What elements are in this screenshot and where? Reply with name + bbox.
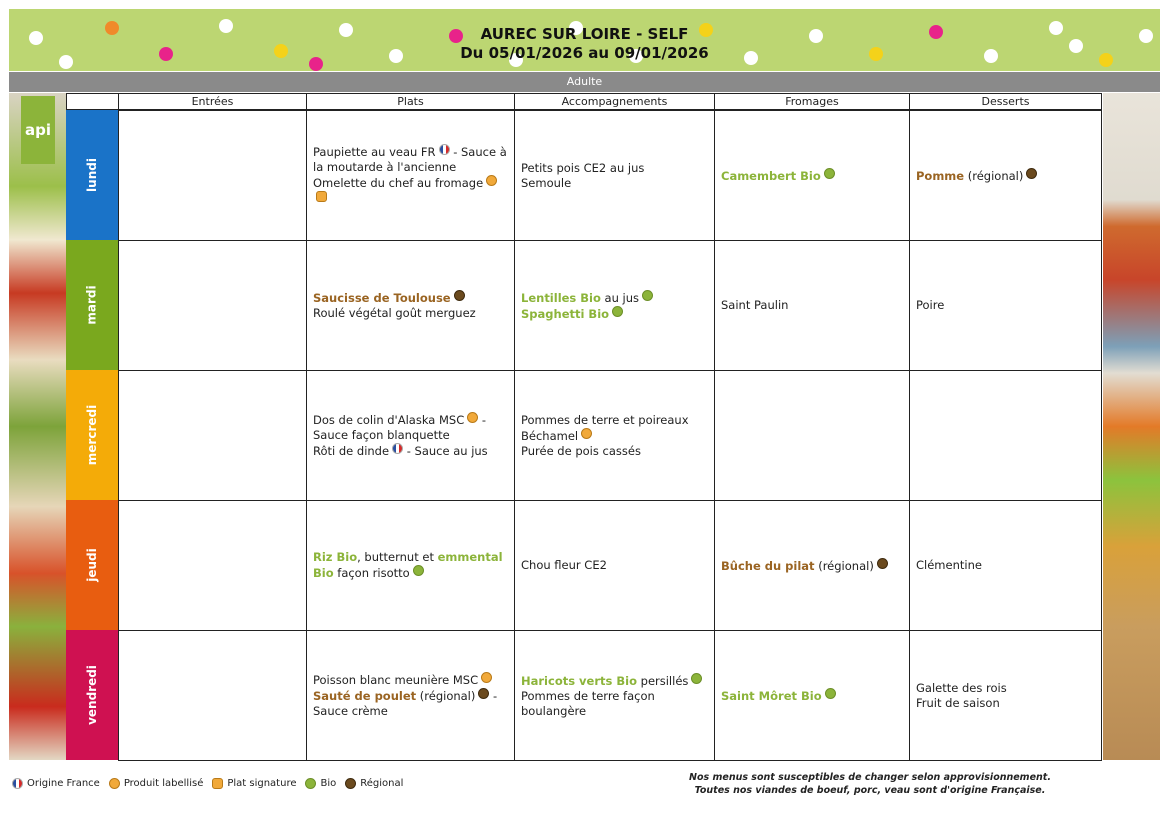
menu-item	[721, 558, 903, 574]
cell-jeudi-accompagnements	[514, 500, 715, 631]
menu-text: au jus	[600, 290, 640, 305]
bio-icon	[825, 688, 836, 699]
regional-icon	[345, 778, 356, 789]
menu-text: (régional)	[416, 689, 476, 703]
label-icon	[481, 672, 492, 683]
day-name: vendredi	[85, 665, 100, 725]
disclaimer-line-2: Toutes nos viandes de boeuf, porc, veau sont d'origine Française.	[694, 785, 1046, 796]
column-header-desserts: Desserts	[909, 93, 1102, 110]
regional-icon	[478, 688, 489, 699]
day-label-mercredi	[66, 370, 118, 500]
right-decoration	[1103, 93, 1160, 760]
column-header-entrees: Entrées	[118, 93, 307, 110]
column-header-accompagnements: Accompagnements	[514, 93, 715, 110]
menu-text: - Sauce au jus	[403, 444, 488, 458]
cell-lundi-entrees	[118, 110, 307, 241]
menu-item	[313, 175, 508, 207]
menu-text: Spaghetti Bio	[521, 306, 610, 321]
menu-text: Saint Môret Bio	[721, 688, 822, 703]
france-flag-icon	[12, 778, 23, 789]
menu-item	[313, 144, 508, 175]
bio-icon	[824, 168, 835, 179]
day-name: jeudi	[85, 548, 99, 582]
menu-item	[313, 306, 508, 321]
menu-text: (régional)	[814, 558, 874, 573]
menu-item	[521, 176, 708, 191]
day-name: mardi	[84, 285, 99, 325]
menu-text: Roulé végétal goût merguez	[313, 306, 476, 320]
disclaimer-line-1: Nos menus sont susceptibles de changer selon approvisionnement.	[689, 772, 1051, 783]
legend-label: Régional	[360, 778, 404, 789]
regional-icon	[1026, 168, 1037, 179]
menu-text: Chou fleur CE2	[521, 558, 607, 572]
api-logo: api	[21, 96, 55, 164]
menu-item	[916, 558, 1095, 573]
column-header-plats: Plats	[306, 93, 515, 110]
menu-item	[313, 550, 508, 581]
cell-vendredi-accompagnements	[514, 630, 715, 761]
menu-item	[721, 298, 903, 313]
bio-icon	[642, 290, 653, 301]
regional-icon	[877, 558, 888, 569]
menu-text: Fruit de saison	[916, 695, 1000, 710]
cell-vendredi-fromages	[714, 630, 910, 761]
column-header-fromages: Fromages	[714, 93, 910, 110]
cell-mercredi-fromages	[714, 370, 910, 501]
menu-text: , butternut et	[357, 550, 438, 564]
menu-item	[916, 696, 1095, 711]
menu-item	[521, 444, 708, 459]
menu-text: - Sauce façon blanquette	[313, 413, 487, 442]
cell-lundi-plats	[306, 110, 515, 241]
header-corner	[66, 93, 119, 110]
menu-item	[521, 673, 708, 689]
cell-mercredi-entrees	[118, 370, 307, 501]
menu-text: emmental Bio	[313, 550, 503, 580]
menu-item	[313, 672, 508, 688]
menu-text: Galette des rois	[916, 680, 1007, 695]
restaurant-name: AUREC SUR LOIRE - SELF	[480, 25, 689, 43]
menu-text: Pommes de terre façon boulangère	[521, 688, 655, 718]
cell-mardi-desserts	[909, 240, 1102, 371]
menu-text: Lentilles Bio	[521, 290, 601, 305]
menu-item	[916, 168, 1095, 184]
disclaimer	[660, 771, 1080, 797]
menu-item	[521, 306, 708, 322]
label-icon	[486, 175, 497, 186]
cell-lundi-fromages	[714, 110, 910, 241]
label-icon	[581, 428, 592, 439]
legend-label: Origine France	[27, 778, 100, 789]
menu-title	[9, 25, 1160, 63]
signature-icon	[316, 191, 327, 202]
category-bar: Adulte	[9, 72, 1160, 92]
bio-icon	[691, 673, 702, 684]
menu-text: Clémentine	[916, 558, 982, 572]
regional-icon	[454, 290, 465, 301]
menu-item	[313, 688, 508, 719]
menu-item	[521, 558, 708, 573]
menu-text: (régional)	[964, 168, 1024, 183]
legend	[12, 778, 409, 789]
menu-item	[521, 161, 708, 176]
left-decoration	[9, 93, 66, 760]
menu-item	[916, 681, 1095, 696]
bio-icon	[305, 778, 316, 789]
cell-jeudi-desserts	[909, 500, 1102, 631]
menu-text: Rôti de dinde	[313, 444, 390, 458]
menu-text: Pommes de terre et poireaux Béchamel	[521, 412, 689, 443]
cell-mardi-plats	[306, 240, 515, 371]
cell-lundi-accompagnements	[514, 110, 715, 241]
france-flag-icon	[439, 144, 450, 155]
cell-mercredi-desserts	[909, 370, 1102, 501]
signature-icon	[212, 778, 223, 789]
menu-text: Saint Paulin	[721, 298, 789, 312]
menu-text: Paupiette au veau FR	[313, 145, 436, 159]
menu-item	[313, 443, 508, 459]
menu-text: Saucisse de Toulouse	[313, 291, 451, 305]
legend-label: Bio	[320, 778, 337, 789]
day-label-mardi	[66, 240, 118, 370]
bio-icon	[413, 565, 424, 576]
menu-text: Bûche du pilat	[721, 558, 815, 573]
bio-icon	[612, 306, 623, 317]
menu-item	[916, 298, 1095, 313]
menu-text: Pomme	[916, 168, 965, 183]
menu-item	[313, 290, 508, 306]
menu-text: Poisson blanc meunière MSC	[313, 673, 479, 687]
cell-vendredi-plats	[306, 630, 515, 761]
menu-text: persillés	[636, 673, 689, 688]
menu-text: Omelette du chef au fromage	[313, 176, 484, 190]
menu-text: Sauté de poulet	[313, 689, 417, 703]
menu-text: - Sauce à la moutarde à l'ancienne	[313, 145, 507, 174]
legend-label: Produit labellisé	[123, 778, 204, 789]
label-icon	[467, 412, 478, 423]
menu-text: Semoule	[521, 175, 572, 190]
menu-item	[721, 168, 903, 184]
menu-text: Poire	[916, 298, 945, 312]
menu-text: Riz Bio	[313, 550, 358, 564]
cell-mardi-fromages	[714, 240, 910, 371]
day-name: mercredi	[85, 404, 99, 466]
cell-mercredi-accompagnements	[514, 370, 715, 501]
cell-vendredi-entrees	[118, 630, 307, 761]
day-label-vendredi	[66, 630, 118, 760]
france-flag-icon	[392, 443, 403, 454]
menu-text: Purée de pois cassés	[521, 443, 641, 458]
cell-mercredi-plats	[306, 370, 515, 501]
menu-text: - Sauce crème	[313, 689, 498, 718]
label-icon	[109, 778, 120, 789]
legend-label: Plat signature	[227, 778, 297, 789]
menu-item	[521, 290, 708, 306]
menu-item	[313, 412, 508, 443]
menu-text: Dos de colin d'Alaska MSC	[313, 413, 465, 427]
cell-lundi-desserts	[909, 110, 1102, 241]
day-label-lundi	[66, 110, 118, 240]
cell-jeudi-entrees	[118, 500, 307, 631]
menu-item	[521, 413, 708, 444]
cell-vendredi-desserts	[909, 630, 1102, 761]
day-label-jeudi	[66, 500, 118, 630]
menu-item	[521, 689, 708, 719]
menu-item	[721, 688, 903, 704]
menu-text: façon risotto	[333, 566, 410, 580]
cell-mardi-entrees	[118, 240, 307, 371]
menu-text: Haricots verts Bio	[521, 673, 637, 688]
date-range: Du 05/01/2026 au 09/01/2026	[460, 44, 709, 62]
menu-text: Petits pois CE2 au jus	[521, 160, 645, 175]
cell-jeudi-plats	[306, 500, 515, 631]
cell-mardi-accompagnements	[514, 240, 715, 371]
cell-jeudi-fromages	[714, 500, 910, 631]
header-banner	[9, 9, 1160, 71]
menu-text: Camembert Bio	[721, 168, 821, 183]
day-name: lundi	[85, 158, 99, 192]
